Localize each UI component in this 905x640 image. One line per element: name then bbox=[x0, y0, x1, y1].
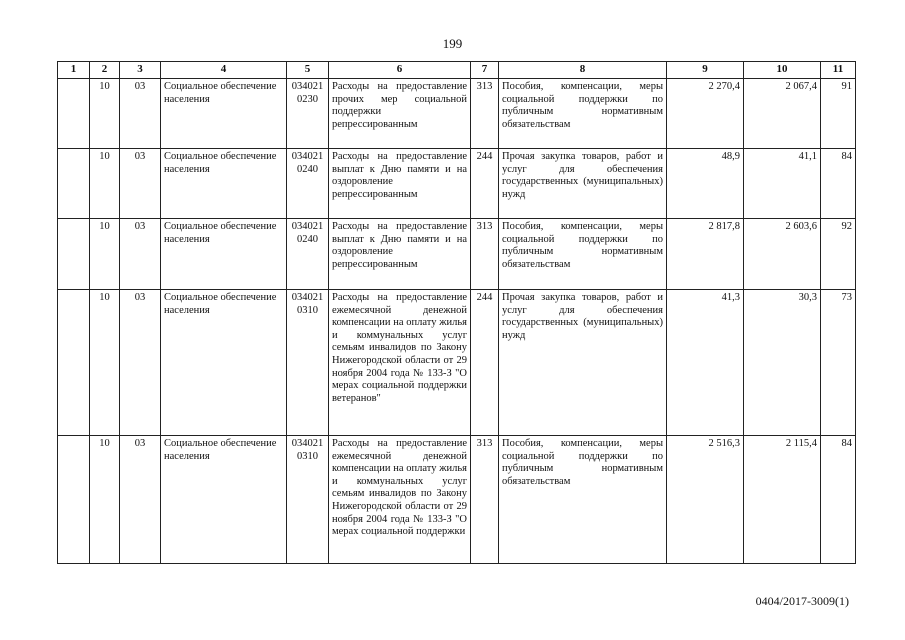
cell-target-code bbox=[287, 436, 329, 564]
target-code-part2: 0310 bbox=[297, 304, 318, 316]
table-row bbox=[58, 290, 856, 436]
cell-plan-amount: 41,3 bbox=[667, 290, 744, 436]
document-code: 0404/2017-3009(1) bbox=[755, 594, 849, 608]
cell-subsection-name: Социальное обеспечение населения bbox=[161, 149, 287, 219]
cell-percent: 73 bbox=[821, 290, 856, 436]
cell-subsection-name: Социальное обеспечение населения bbox=[161, 290, 287, 436]
column-header: 5 bbox=[287, 62, 329, 79]
cell-actual-amount: 2 067,4 bbox=[744, 79, 821, 149]
cell-plan-amount: 2 817,8 bbox=[667, 219, 744, 290]
table-row bbox=[58, 149, 856, 219]
cell-code-subsection: 03 bbox=[120, 290, 161, 436]
cell-target-name: Расходы на предоставление выплат к Дню памяти и на оздоровление репрессированным bbox=[329, 219, 471, 290]
target-code-part1: 034021 bbox=[291, 292, 324, 303]
cell-expense-type-code: 313 bbox=[471, 436, 499, 564]
column-header: 2 bbox=[90, 62, 120, 79]
column-header: 1 bbox=[58, 62, 90, 79]
cell-expense-type-name: Пособия, компенсации, меры социальной поддержки по публичным нормативным обязательствам bbox=[499, 79, 667, 149]
column-header: 7 bbox=[471, 62, 499, 79]
cell-target-code bbox=[287, 219, 329, 290]
cell-plan-amount: 2 270,4 bbox=[667, 79, 744, 149]
cell-subsection-name: Социальное обеспечение населения bbox=[161, 219, 287, 290]
cell-percent: 92 bbox=[821, 219, 856, 290]
cell-section bbox=[58, 219, 90, 290]
cell-percent: 84 bbox=[821, 436, 856, 564]
target-code-part2: 0230 bbox=[297, 93, 318, 105]
cell-code-section: 10 bbox=[90, 149, 120, 219]
table-row bbox=[58, 219, 856, 290]
target-code-part2: 0240 bbox=[297, 163, 318, 175]
cell-expense-type-code: 244 bbox=[471, 149, 499, 219]
target-code-part1: 034021 bbox=[291, 81, 324, 92]
cell-percent: 91 bbox=[821, 79, 856, 149]
cell-expense-type-name: Прочая закупка товаров, работ и услуг для обеспечения государственных (муниципальных) нужд bbox=[499, 290, 667, 436]
cell-subsection-name: Социальное обеспечение населения bbox=[161, 436, 287, 564]
cell-actual-amount: 2 603,6 bbox=[744, 219, 821, 290]
cell-expense-type-name: Пособия, компенсации, меры социальной поддержки по публичным нормативным обязательствам bbox=[499, 219, 667, 290]
cell-percent: 84 bbox=[821, 149, 856, 219]
column-header: 4 bbox=[161, 62, 287, 79]
cell-target-name: Расходы на предоставление прочих мер социальной поддержки репрессированным bbox=[329, 79, 471, 149]
cell-target-code bbox=[287, 79, 329, 149]
target-code-part2: 0240 bbox=[297, 233, 318, 245]
cell-section bbox=[58, 436, 90, 564]
column-header: 10 bbox=[744, 62, 821, 79]
cell-expense-type-name: Прочая закупка товаров, работ и услуг для обеспечения государственных (муниципальных) нужд bbox=[499, 149, 667, 219]
cell-code-section: 10 bbox=[90, 290, 120, 436]
target-code-part1: 034021 bbox=[291, 438, 324, 449]
target-code-part1: 034021 bbox=[291, 221, 324, 232]
cell-section bbox=[58, 79, 90, 149]
column-header: 8 bbox=[499, 62, 667, 79]
cell-section bbox=[58, 290, 90, 436]
column-header: 3 bbox=[120, 62, 161, 79]
column-header: 6 bbox=[329, 62, 471, 79]
cell-expense-type-name: Пособия, компенсации, меры социальной поддержки по публичным нормативным обязательствам bbox=[499, 436, 667, 564]
target-code-part1: 034021 bbox=[291, 151, 324, 162]
cell-section bbox=[58, 149, 90, 219]
column-header: 9 bbox=[667, 62, 744, 79]
cell-code-section: 10 bbox=[90, 79, 120, 149]
cell-target-name: Расходы на предоставление ежемесячной денежной компенсации на оплату жилья и коммунальных услуг семьям инвалидов по Закону Нижегородской области от 29 ноября 2004 года № 133-З "О мерах социальной поддержки ветеранов" bbox=[329, 290, 471, 436]
cell-expense-type-code: 313 bbox=[471, 219, 499, 290]
page-number: 199 bbox=[442, 36, 463, 51]
cell-subsection-name: Социальное обеспечение населения bbox=[161, 79, 287, 149]
cell-code-subsection: 03 bbox=[120, 79, 161, 149]
cell-target-name: Расходы на предоставление ежемесячной денежной компенсации на оплату жилья и коммунальных услуг семьям инвалидов по Закону Нижегородской области от 29 ноября 2004 года № 133-З "О мерах социальной поддержки bbox=[329, 436, 471, 564]
table-row bbox=[58, 79, 856, 149]
budget-table bbox=[57, 61, 856, 564]
cell-target-name: Расходы на предоставление выплат к Дню памяти и на оздоровление репрессированным bbox=[329, 149, 471, 219]
cell-target-code bbox=[287, 290, 329, 436]
column-header: 11 bbox=[821, 62, 856, 79]
cell-actual-amount: 41,1 bbox=[744, 149, 821, 219]
cell-code-section: 10 bbox=[90, 219, 120, 290]
table-row bbox=[58, 436, 856, 564]
cell-code-subsection: 03 bbox=[120, 149, 161, 219]
cell-plan-amount: 2 516,3 bbox=[667, 436, 744, 564]
cell-expense-type-code: 313 bbox=[471, 79, 499, 149]
cell-code-section: 10 bbox=[90, 436, 120, 564]
cell-actual-amount: 30,3 bbox=[744, 290, 821, 436]
cell-expense-type-code: 244 bbox=[471, 290, 499, 436]
cell-plan-amount: 48,9 bbox=[667, 149, 744, 219]
cell-code-subsection: 03 bbox=[120, 219, 161, 290]
cell-code-subsection: 03 bbox=[120, 436, 161, 564]
cell-actual-amount: 2 115,4 bbox=[744, 436, 821, 564]
target-code-part2: 0310 bbox=[297, 450, 318, 462]
table-header-row bbox=[58, 62, 856, 79]
cell-target-code bbox=[287, 149, 329, 219]
